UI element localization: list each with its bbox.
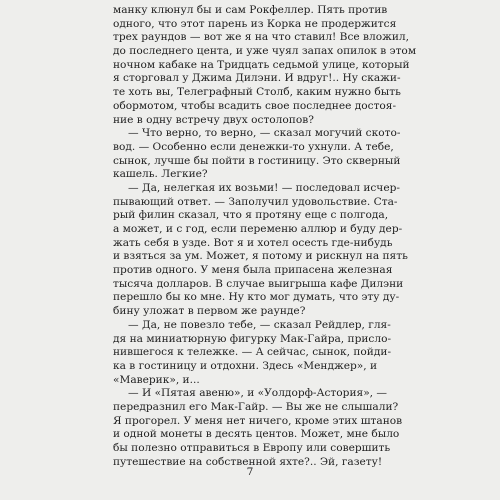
- text-line: пывающий ответ. — Заполучил удовольствие. Ста-: [113, 195, 398, 208]
- text-line: кашель. Легкие?: [113, 168, 208, 181]
- text-line: бину уложат в первом же раунде?: [113, 305, 306, 318]
- text-line: вод. — Особенно если денежки-то ухнули. А тебе,: [113, 140, 394, 153]
- text-line: и одной монеты в десять центов. Может, мне было: [113, 428, 400, 441]
- text-line: «Маверик», и...: [113, 373, 200, 386]
- text-line: дя на миниатюрную фигурку Мак-Гайра, присло-: [113, 332, 392, 345]
- text-line: ние в одну встречу двух остолопов?: [113, 113, 314, 126]
- text-line: те хоть вы, Телеграфный Столб, каким нужно быть: [113, 86, 401, 99]
- text-line: бы полезно отправиться в Европу или совершить: [113, 442, 391, 454]
- text-line: тысяча долларов. В случае выигрыша кафе Дилэни: [113, 277, 404, 290]
- text-line: Я прогорел. У меня нет ничего, кроме этих штанов: [113, 414, 403, 427]
- text-line: сынок, лучше бы пойти в гостиницу. Это скверный: [113, 154, 401, 167]
- text-line: до последнего цента, и уже чуял запах опилок в этом: [113, 45, 417, 58]
- text-line: я сторговал у Джима Дилэни. И вдруг!.. Ну скажи-: [113, 72, 401, 85]
- text-line: ночном кабаке на Тридцать седьмой улице, который: [113, 58, 410, 71]
- text-line: одного, что этот парень из Корка не продержится: [113, 17, 397, 30]
- text-line: против одного. У меня была припасена железная: [113, 264, 393, 277]
- text-line: жать себя в узде. Вот я и хотел осесть где-нибудь: [113, 236, 393, 249]
- page-number: 7: [246, 466, 254, 478]
- text-line: и взяться за ум. Может, я потому и рискнул на пять: [113, 250, 408, 263]
- text-line: обормотом, чтобы всадить свое последнее достоя-: [113, 99, 397, 112]
- text-line: — Что верно, то верно, — сказал могучий ското-: [128, 127, 401, 140]
- text-line: трех раундов — вот же я на что ставил! Все вложил,: [113, 31, 410, 44]
- text-line: — И «Пятая авеню», и «Уолдорф-Астория», —: [128, 387, 388, 400]
- text-line: путешествие на собственной яхте?.. Эй, газету!: [113, 455, 383, 468]
- text-line: а может, и с год, если переменю аллюр и буду дер-: [113, 223, 403, 235]
- text-line: передразнил его Мак-Гайр. — Вы же не слышали?: [113, 400, 399, 413]
- page-body-text: [113, 4, 417, 469]
- text-line: рый филин сказал, что я протяну еще с полгода,: [113, 209, 389, 222]
- text-line: манку клюнул бы и сам Рокфеллер. Пять против: [113, 4, 388, 16]
- text-line: нившегося к тележке. — А сейчас, сынок, пойди-: [113, 346, 392, 359]
- text-line: — Да, не повезло тебе, — сказал Рейдлер, гля-: [128, 318, 391, 331]
- text-line: ка в гостиницу и отдохни. Здесь «Менджер», и: [113, 359, 378, 372]
- text-line: перешло бы ко мне. Ну кто мог думать, что эту ду-: [113, 291, 400, 304]
- text-line: — Да, нелегкая их возьми! — последовал исчер-: [128, 181, 400, 194]
